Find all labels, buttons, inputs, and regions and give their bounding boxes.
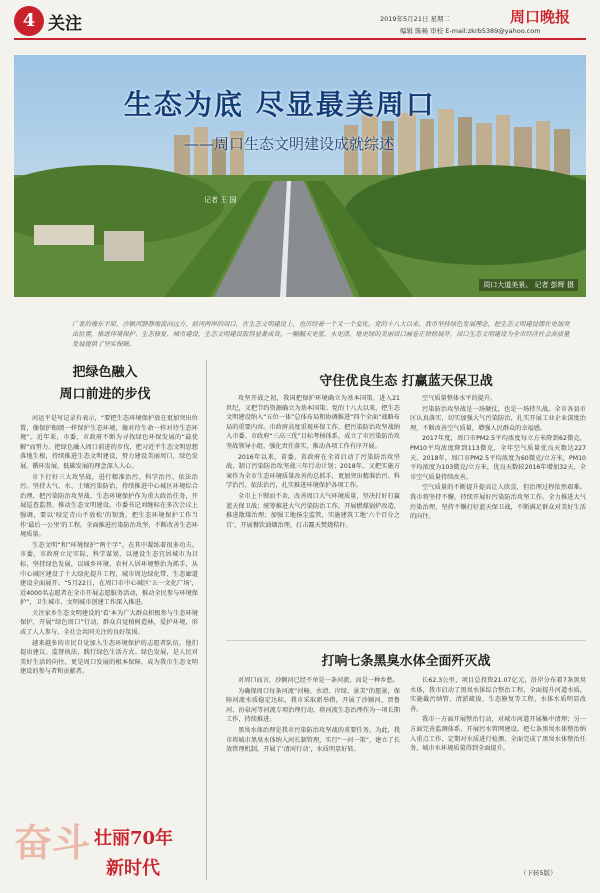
water-article-heading: 打响七条黑臭水体全面歼灭战	[321, 654, 491, 669]
air-article-heading: 守住优良生态 打赢蓝天保卫战	[319, 374, 493, 389]
left-heading-line2: 周口前进的步伐	[59, 387, 151, 402]
section-divider	[226, 640, 586, 641]
anniversary-banner	[14, 812, 204, 882]
section-title: 关注	[48, 14, 82, 34]
paragraph: 空气质量整体水平的提升。	[422, 395, 497, 402]
lead-paragraph: 广袤的豫东平原，沙颍河静静地流向远方，前河两岸的周口，在生态文明建设上，也历经着一个又一个变化。党的十八大以来，我市坚持绿色发展理念，把生态文明建设摆在更加突出位置，推进环境保护、生态修复、城市建设，生态文明建设取得显著成效。一幅幅天更蓝、水更清、地更绿的美丽周口画卷正徐徐展开，周口生态文明建设为全市经济社会高质量发展提供了坚实保障。	[72, 321, 570, 348]
banner-line1: 壮丽70年	[94, 828, 174, 849]
byline: 记者 王 国	[204, 196, 237, 204]
banner-calligraphy: 奋斗	[14, 820, 91, 865]
header-rule	[14, 38, 586, 40]
banner-line2: 新时代	[106, 858, 160, 879]
paragraph: 空气质量的不断提升提高让人欣喜，但治理过程依然艰难。我市将坚持不懈，持续开展好污染防治攻坚工作。全力推进大气污染治理，坚持不懈打好蓝天保卫战，不断满足群众对美好生活的向往。	[410, 484, 586, 521]
paragraph: 河运平是写记录有表示，“要把生态环境保护放在更加突出位置，像保护眼睛一样保护生态环境，像对待生命一样对待生态环境”。近年来，市委、市政府不断为寻找绿色环保发展的“最优解”而努力。把绿色融入周口前进的步伐，把习近平生态文明思想落地生根，持续推进生态文明建设，努力建设美丽周口，绿色发展、循环发展、低碳发展的理念深入人心。	[20, 415, 198, 470]
date-line: 2019年5月21日 星期二	[380, 15, 451, 23]
subheadline: ——周口生态文明建设成就综述	[184, 135, 395, 153]
column-divider	[206, 360, 207, 880]
paragraph: 生态文明“和”环境保护“两个字”，在其中凝练着很多功夫。市委、市政府立足实际，科学谋划，以建设生态宜居城市为目标，坚持绿色发展，以城乡环境、农村人居环境整治为抓手，从中心城区建设了十大绿化提升工程，城市周边绿化带、生态廊道建设全面展开。“5月22日，在周口市中心城区‘五一文化广场’，近4000名志愿者在全市开展志愿服务活动，推动全民参与环境保护”，卫生城市、文明城市创建工作深入推进。	[20, 541, 198, 607]
left-article-heading	[20, 362, 190, 406]
paragraph: 全市上下锲而不舍，改善周口大气环境质量，坚决打好打赢蓝天保卫战；统筹推进大气污染防治工作，开展燃煤锅炉改造，推进散煤治理；加强工地扬尘监管，实施建筑工地‘六个百分之百’，开展餐饮油烟治理，打击露天焚烧秸秆。	[226, 492, 400, 529]
headline: 生态为底 尽显最美周口	[124, 88, 436, 121]
paragraph: 市下打好三大攻坚战，进行精准治污、科学治污、依法治污。坚持大气、水、土壤污染防治，持续推进中心城区环境综合治理，把污染防治攻坚战、生态环境保护作为重大政治任务，开展巡查监督，推动生态文明建设。市委书记刘继标在多次会议上强调，要以‘咬定青山不放松’的韧劲，把生态环境保护工作当作‘最后一公里’的工程，全面推进污染防治攻坚，不断改善生态环境质量。	[20, 473, 198, 539]
photo-caption: 周口大道美景。 记者 彭辉 摄	[479, 279, 578, 291]
air-article-col2	[410, 394, 586, 523]
paragraph: 2016年以来，省委、省政府在全省启动了污染防治攻坚战，制订污染防治攻坚战三年行动计划；2018年，又把实施方案作为全市生态环境质量改善的总抓手，更加突出精准治污、科学治污、依法治污，扎实推进环境保护各项工作。	[226, 453, 400, 490]
paragraph: 长62.3公里，项目总投资21.07亿元，沿岸分布着7条黑臭水体，我市启动了黑臭水体综合整治工程，全面提升河道水质，实施截污纳管、清淤疏浚、生态修复等工程，水体水质明显改善。	[410, 677, 586, 713]
paragraph: 2017年度，周口市PM2.5平均浓度每立方米降到62微克，PM10平均浓度降到113微克，全年空气质量优良天数达227天。2018年，周口市PM2.5平均浓度为60微克/立方米，PM10平均浓度为103微克/立方米，优良天数较2016年增加32天，全市空气质量持续改善。	[410, 435, 586, 481]
paragraph: 我市一方面开展整治行动，对城市河道开展集中清理；另一方面完善监测体系，开展污水管网建设，把七条黑臭水体整治纳入重点工作，定期对水质进行检测，全面完成了黑臭水体整治任务，城市水环境质量得到全面提升。	[410, 716, 586, 753]
page-header	[0, 0, 600, 52]
left-heading-line1: 把绿色融入	[72, 365, 138, 380]
paragraph: 攻坚开战之初，我国把保护环境确立为基本国策，进入21世纪，又把节约资源确立为基本国策；党的十八大以来，把生态文明建设纳入“五位一体”总体布局和协调推进“四个全面”战略布局的重要内容。市政府高度重视环保工作，把污染防治攻坚战纳入市委、市政府“三高三优”目标考核体系，成立了市污染防治攻坚战领导小组，强化责任落实，推动各项工作有序开展。	[226, 395, 400, 450]
newspaper-logo: 周口晚报	[510, 8, 571, 26]
paragraph: 越来越多的市民自觉加入生态环境保护的志愿者队伍，他们提出建议、监督执法，践行绿色生活方式。绿色发展，是人民对美好生活的向往，更是周口发展的根本保障，成为我市生态文明建设的参与者和贡献者。	[20, 639, 198, 676]
continued-note: （下转5版）	[520, 869, 557, 877]
paragraph: 关注家乡生态文明建设的‘看’本为广大群众积极参与生态环境保护，开展“绿色周口”行动，群众自觉植树造林，爱护环境，形成了人人参与、全社会共同关注的良好氛围。	[20, 609, 198, 637]
paragraph: 黑臭水体治理是我市污染防治攻坚战的重要任务，为此，我市将城市黑臭水体纳入河长制管理，实行“一河一策”，建立了长效管理机制，开展了‘清河行动’，水质明显好转。	[226, 726, 400, 754]
water-article-col1	[226, 676, 400, 756]
paragraph: 污染防治攻坚战是一场硬仗，也是一场持久战。全市各县市区认真落实，切实加强大气污染防治，扎实开展工业企业深度治理，不断改善空气质量，增强人民群众的幸福感。	[410, 405, 586, 432]
paragraph: 对周口而言，沙颍河已经不单是一条河流，而是一种乡愁。	[238, 677, 399, 684]
page-number-badge: 4	[14, 6, 44, 36]
left-article-body	[20, 414, 198, 678]
hero-photo-block	[14, 55, 586, 297]
paragraph: 为确保周口每条河流“河畅、水清、岸绿、景美”的愿景，保障河流水质稳定达标，我市采取新举措，开展了沙颍河、贾鲁河、汾泉河等河流专项治理行动，将河流生态治理作为一项长期工作，持续推进。	[226, 687, 400, 724]
air-article-col1	[226, 394, 400, 531]
water-article-col2	[410, 676, 586, 755]
editor-line: 编辑 陈畅 审校 E-mail:zkrb5389@yahoo.com	[400, 27, 541, 35]
